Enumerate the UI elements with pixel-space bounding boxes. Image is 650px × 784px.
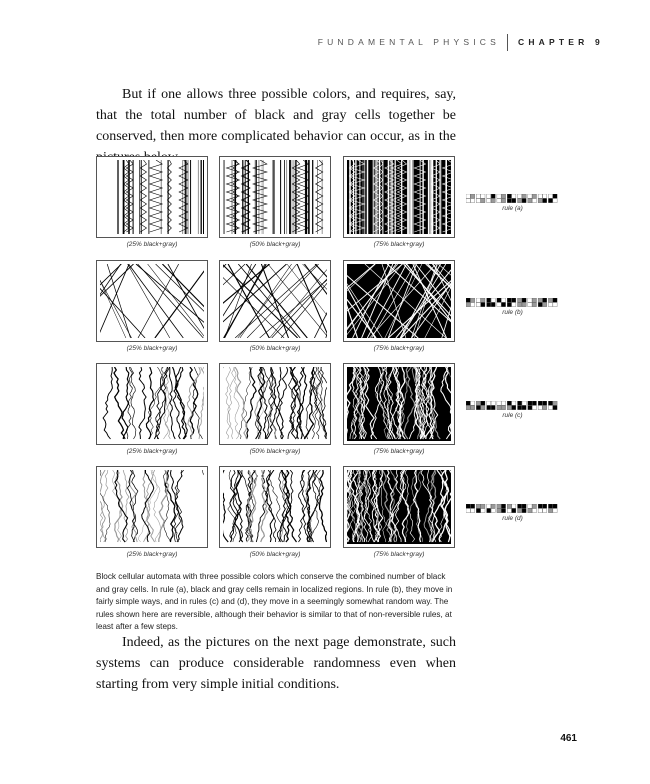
figure-caption: Block cellular automata with three possible colors which conserve the combined number of black and gray cells. In rule (a), black and gray cells remain in localized regions. In rule (b), they move in fairly simple ways, and in rules (c) and (d), they move in a seemingly somewhat random way. The rules shown here are reversible, although their behavior is similar to that of non-reversible rules, at least after a few steps. — [96, 572, 453, 631]
rule-icon — [466, 298, 559, 307]
panel-density-label: (50% black+gray) — [249, 448, 301, 455]
ca-evolution-image — [223, 367, 327, 441]
header-section-title: FUNDAMENTAL PHYSICS — [317, 37, 500, 47]
panel-density-label: (75% black+gray) — [373, 448, 425, 455]
running-header — [0, 37, 650, 51]
panel-density-label: (75% black+gray) — [373, 345, 425, 352]
panel-density-label: (25% black+gray) — [126, 241, 178, 248]
panel-density-label: (25% black+gray) — [126, 551, 178, 558]
rule-label: rule (d) — [502, 515, 523, 522]
panel-density-label: (25% black+gray) — [126, 448, 178, 455]
ca-evolution-image — [223, 264, 327, 338]
ca-evolution-image — [100, 264, 204, 338]
ca-panel — [96, 156, 208, 238]
ca-evolution-image — [100, 160, 204, 234]
ca-panel — [343, 260, 455, 342]
ca-panel — [219, 466, 331, 548]
rule-label: rule (a) — [502, 205, 523, 212]
ca-panel — [219, 156, 331, 238]
rule-label: rule (c) — [502, 412, 523, 419]
ca-evolution-image — [347, 470, 451, 544]
ca-evolution-image — [347, 264, 451, 338]
ca-panel — [96, 466, 208, 548]
page-number: 461 — [560, 733, 577, 744]
rule-label: rule (b) — [502, 309, 523, 316]
panel-density-label: (75% black+gray) — [373, 241, 425, 248]
ca-panel — [343, 466, 455, 548]
panel-density-label: (50% black+gray) — [249, 551, 301, 558]
rule-icon — [466, 504, 559, 513]
ca-panel — [219, 260, 331, 342]
rule-icon — [466, 401, 559, 410]
body-paragraph-1-text: But if one allows three possible colors, and requires, say, that the total number of black and gray cells together be conserved, then more complicated behavior can occur, as in the — [96, 87, 456, 144]
ca-panel — [343, 156, 455, 238]
panel-density-label: (50% black+gray) — [249, 345, 301, 352]
ca-panel — [219, 363, 331, 445]
ca-evolution-image — [223, 160, 327, 234]
ca-evolution-image — [347, 160, 451, 234]
panel-density-label: (25% black+gray) — [126, 345, 178, 352]
ca-evolution-image — [223, 470, 327, 544]
panel-density-label: (50% black+gray) — [249, 241, 301, 248]
ca-panel — [343, 363, 455, 445]
ca-evolution-image — [100, 367, 204, 441]
header-chapter: CHAPTER 9 — [518, 37, 604, 47]
ca-panel — [96, 363, 208, 445]
panel-density-label: (75% black+gray) — [373, 551, 425, 558]
body-paragraph-2-text: Indeed, as the pictures on the next page demonstrate, such systems can produce considerable randomness even when starting from very simple initial conditions. — [96, 635, 456, 692]
ca-evolution-image — [100, 470, 204, 544]
ca-panel — [96, 260, 208, 342]
ca-evolution-image — [347, 367, 451, 441]
rule-icon — [466, 194, 559, 203]
header-divider — [507, 34, 508, 51]
body-paragraph-2 — [96, 632, 456, 695]
